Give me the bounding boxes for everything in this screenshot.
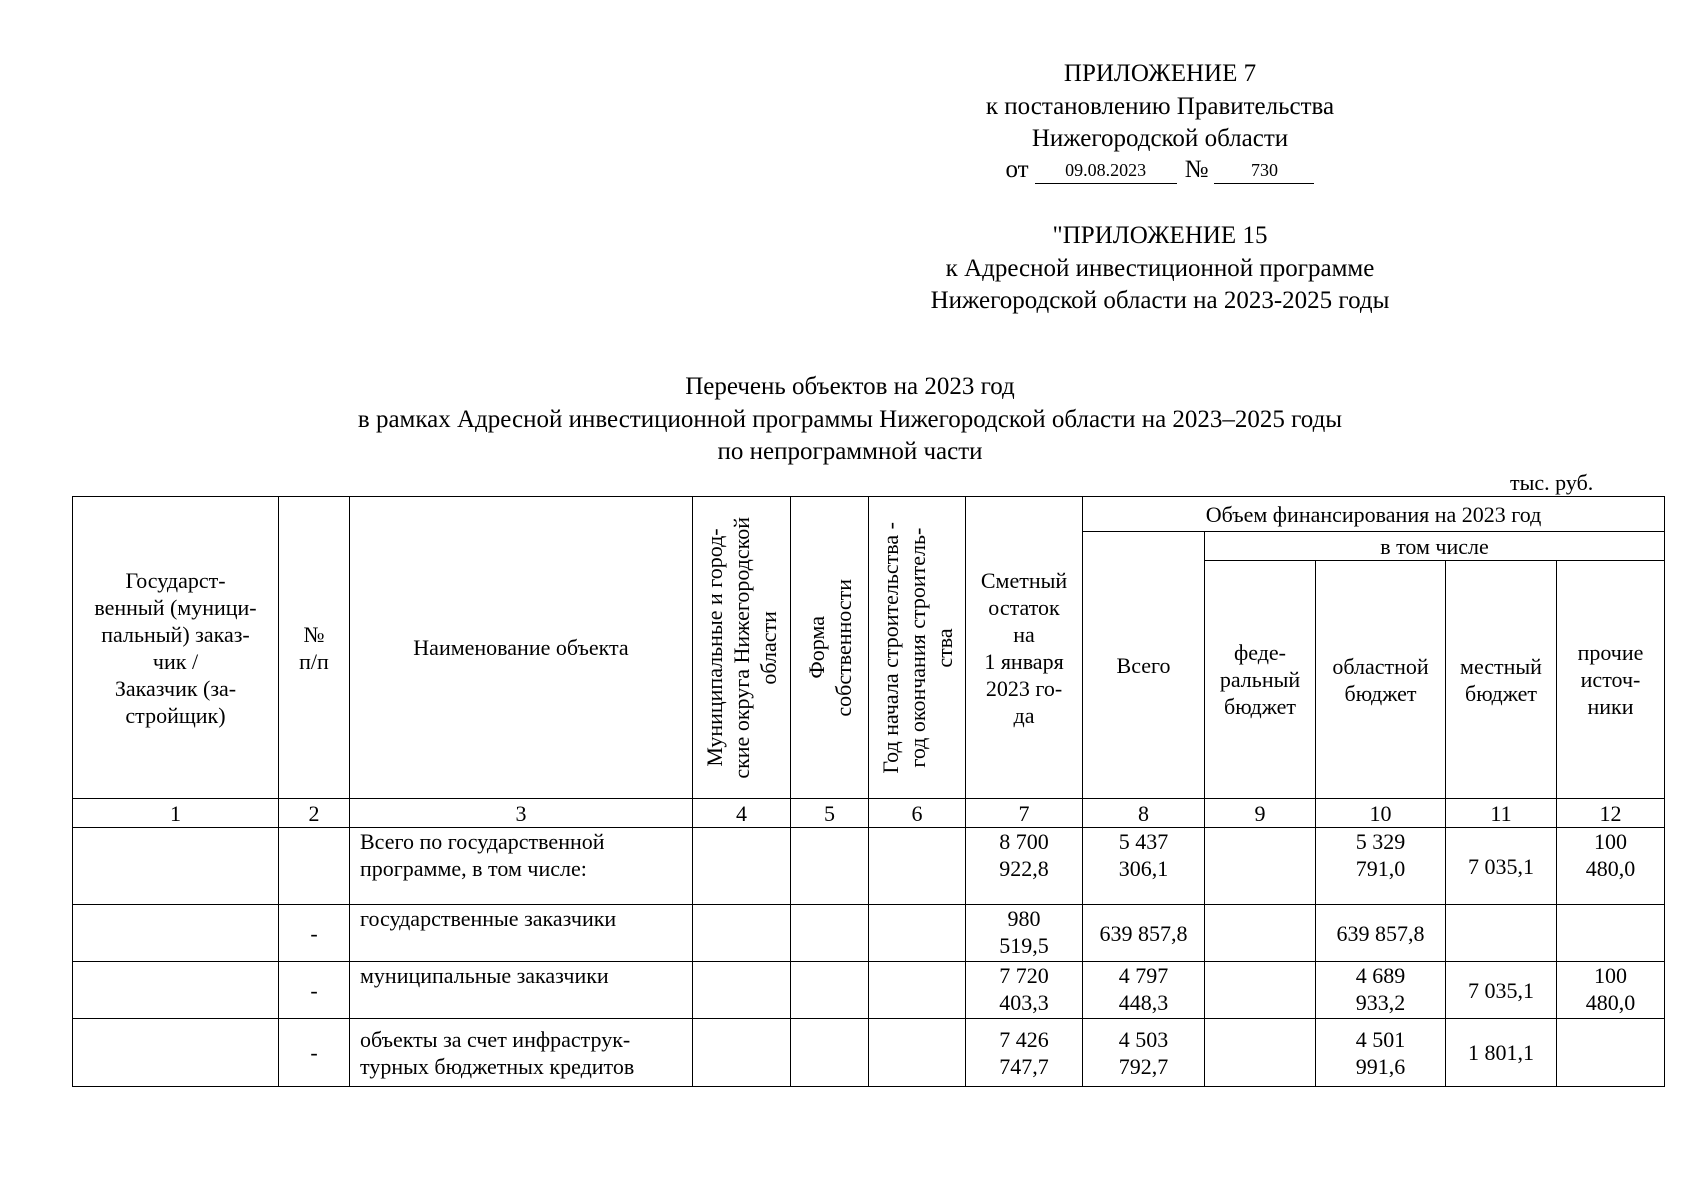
cell-other: 100 480,0 bbox=[1557, 962, 1665, 1019]
column-number: 11 bbox=[1446, 799, 1557, 828]
header-ownership: Форма собственности bbox=[791, 497, 869, 799]
table-row bbox=[73, 1019, 1665, 1087]
cell-regional: 639 857,8 bbox=[1316, 905, 1446, 962]
cell-estimate: 980 519,5 bbox=[966, 905, 1083, 962]
appendix15-block bbox=[880, 220, 1440, 318]
header-object-name: Наименование объекта bbox=[350, 497, 693, 799]
column-number: 3 bbox=[350, 799, 693, 828]
appendix7-title: ПРИЛОЖЕНИЕ 7 bbox=[1063, 60, 1257, 87]
header-construction-years: Год начала строительства - год окончания строитель- ства bbox=[869, 497, 966, 799]
appendix15-line3: Нижегородской области на 2023-2025 годы bbox=[930, 287, 1390, 314]
cell-estimate: 7 426 747,7 bbox=[966, 1019, 1083, 1087]
cell-customer bbox=[73, 905, 279, 962]
appendix7-line3: Нижегородской области bbox=[1031, 125, 1289, 152]
cell-number bbox=[279, 828, 350, 905]
document-title-line1: Перечень объектов на 2023 год bbox=[685, 373, 1015, 400]
cell-number: - bbox=[279, 962, 350, 1019]
resolution-signature-line bbox=[920, 156, 1400, 184]
cell-years bbox=[869, 828, 966, 905]
header-local: местный бюджет bbox=[1446, 561, 1557, 799]
cell-ownership bbox=[791, 962, 869, 1019]
document-title bbox=[150, 371, 1550, 469]
cell-ownership bbox=[791, 828, 869, 905]
column-number: 8 bbox=[1083, 799, 1205, 828]
cell-other bbox=[1557, 1019, 1665, 1087]
cell-regional: 4 689 933,2 bbox=[1316, 962, 1446, 1019]
cell-years bbox=[869, 962, 966, 1019]
cell-object-name: объекты за счет инфраструк- турных бюджетных кредитов bbox=[350, 1019, 693, 1087]
cell-estimate: 8 700 922,8 bbox=[966, 828, 1083, 905]
cell-local bbox=[1446, 905, 1557, 962]
cell-customer bbox=[73, 962, 279, 1019]
cell-district bbox=[693, 905, 791, 962]
appendix15-title: "ПРИЛОЖЕНИЕ 15 bbox=[1052, 222, 1268, 249]
units-label: тыс. руб. bbox=[1510, 470, 1594, 495]
cell-federal bbox=[1205, 905, 1316, 962]
appendix7-block bbox=[920, 58, 1400, 184]
header-including: в том числе bbox=[1205, 532, 1665, 561]
cell-object-name: Всего по государственной программе, в том числе: bbox=[350, 828, 693, 905]
column-number: 7 bbox=[966, 799, 1083, 828]
cell-district bbox=[693, 1019, 791, 1087]
resolution-date: 09.08.2023 bbox=[1035, 159, 1177, 184]
objects-table bbox=[72, 496, 1665, 1087]
header-estimate-balance: Сметный остаток на 1 января 2023 го- да bbox=[966, 497, 1083, 799]
table-row bbox=[73, 962, 1665, 1019]
cell-number: - bbox=[279, 1019, 350, 1087]
column-number-row bbox=[73, 799, 1665, 828]
cell-years bbox=[869, 905, 966, 962]
cell-federal bbox=[1205, 1019, 1316, 1087]
cell-federal bbox=[1205, 962, 1316, 1019]
cell-federal bbox=[1205, 828, 1316, 905]
cell-number: - bbox=[279, 905, 350, 962]
cell-ownership bbox=[791, 905, 869, 962]
column-number: 4 bbox=[693, 799, 791, 828]
cell-other bbox=[1557, 905, 1665, 962]
column-number: 12 bbox=[1557, 799, 1665, 828]
header-number: № п/п bbox=[279, 497, 350, 799]
cell-ownership bbox=[791, 1019, 869, 1087]
header-regional: областной бюджет bbox=[1316, 561, 1446, 799]
cell-regional: 5 329 791,0 bbox=[1316, 828, 1446, 905]
cell-local: 1 801,1 bbox=[1446, 1019, 1557, 1087]
cell-estimate: 7 720 403,3 bbox=[966, 962, 1083, 1019]
document-title-line2: в рамках Адресной инвестиционной программы Нижегородской области на 2023–2025 годы bbox=[357, 405, 1343, 433]
resolution-number: 730 bbox=[1214, 159, 1314, 184]
column-number: 5 bbox=[791, 799, 869, 828]
cell-total: 5 437 306,1 bbox=[1083, 828, 1205, 905]
cell-customer bbox=[73, 1019, 279, 1087]
header-total: Всего bbox=[1083, 532, 1205, 799]
table-row bbox=[73, 828, 1665, 905]
header-funding: Объем финансирования на 2023 год bbox=[1083, 497, 1665, 532]
cell-object-name: муниципальные заказчики bbox=[350, 962, 693, 1019]
cell-total: 639 857,8 bbox=[1083, 905, 1205, 962]
column-number: 9 bbox=[1205, 799, 1316, 828]
appendix15-line2: к Адресной инвестиционной программе bbox=[945, 254, 1375, 282]
cell-local: 7 035,1 bbox=[1446, 828, 1557, 905]
cell-other: 100 480,0 bbox=[1557, 828, 1665, 905]
document-title-line3: по непрограммной части bbox=[717, 438, 983, 465]
cell-district bbox=[693, 828, 791, 905]
cell-district bbox=[693, 962, 791, 1019]
cell-object-name: государственные заказчики bbox=[350, 905, 693, 962]
column-number: 6 bbox=[869, 799, 966, 828]
appendix7-line2: к постановлению Правительства bbox=[985, 92, 1335, 120]
cell-local: 7 035,1 bbox=[1446, 962, 1557, 1019]
number-sign: № bbox=[1184, 155, 1209, 183]
cell-customer bbox=[73, 828, 279, 905]
header-districts: Муниципальные и город- ские округа Нижегородской области bbox=[693, 497, 791, 799]
table-row bbox=[73, 905, 1665, 962]
header-federal: феде- ральный бюджет bbox=[1205, 561, 1316, 799]
column-number: 2 bbox=[279, 799, 350, 828]
date-prefix: от bbox=[1005, 155, 1029, 183]
cell-total: 4 503 792,7 bbox=[1083, 1019, 1205, 1087]
column-number: 10 bbox=[1316, 799, 1446, 828]
column-number: 1 bbox=[73, 799, 279, 828]
header-other: прочие источ- ники bbox=[1557, 561, 1665, 799]
cell-years bbox=[869, 1019, 966, 1087]
cell-regional: 4 501 991,6 bbox=[1316, 1019, 1446, 1087]
cell-total: 4 797 448,3 bbox=[1083, 962, 1205, 1019]
header-customer: Государст- венный (муници- пальный) заказ- чик / Заказчик (за- стройщик) bbox=[73, 497, 279, 799]
